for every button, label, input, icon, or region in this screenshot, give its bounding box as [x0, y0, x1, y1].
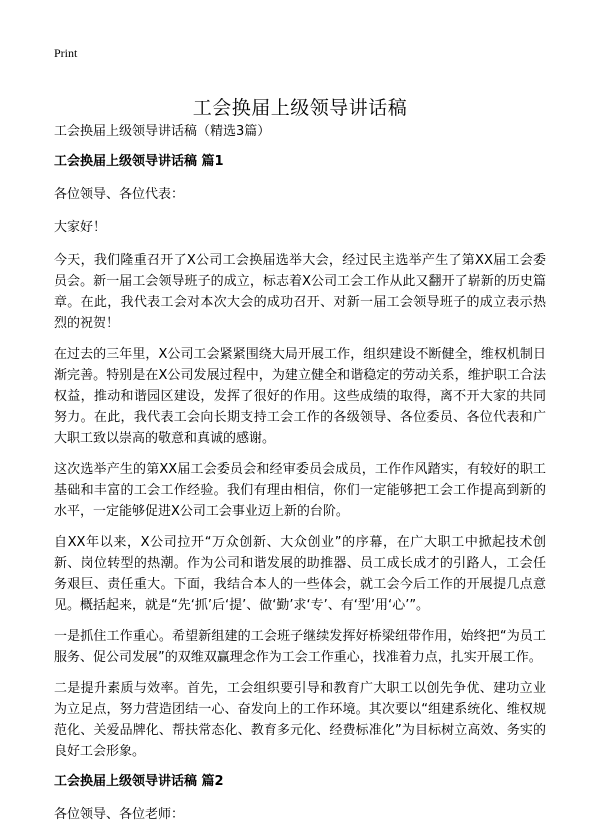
document-body — [54, 122, 546, 837]
salutation: 各位领导、各位老师： — [54, 807, 185, 822]
body-paragraph: 在过去的三年里，X公司工会紧紧围绕大局开展工作，组织建设不断健全，维权机制日渐完善。特别是在X公司发展过程中，为建立健全和谐稳定的劳动关系，维护职工合法权益，推动和谐园区建设，发挥了很好的作用。这些成绩的取得，离不开大家的共同努力。在此，我代表工会向长期支持工会工作的各级领导、各位委员、各位代表和广大职工致以崇高的敬意和真诚的感谢。 — [54, 347, 546, 446]
section-heading-1: 工会换届上级领导讲话稿 篇1 — [54, 154, 224, 169]
salutation: 各位领导、各位代表： — [54, 187, 185, 202]
body-paragraph: 这次选举产生的第XX届工会委员会和经审委员会成员，工作作风踏实，有较好的职工基础和丰富的工会工作经验。我们有理由相信，你们一定能够把工会工作提高到新的水平，一定能够促进X公司工会事业迈上新的台阶。 — [54, 462, 546, 519]
print-link[interactable]: Print — [54, 46, 78, 60]
document-title: 工会换届上级领导讲话稿 — [192, 96, 408, 119]
body-paragraph: 二是提升素质与效率。首先，工会组织要引导和教育广大职工以创先争优、建功立业为立足点，努力营造团结一心、奋发向上的工作环境。其次要以“组建系统化、维权规范化、关爱品牌化、帮扶常态化、教育多元化、经费标准化”为目标树立高效、务实的良好工会形象。 — [54, 681, 546, 759]
greeting: 大家好！ — [54, 220, 107, 235]
body-paragraph: 今天，我们隆重召开了X公司工会换届选举大会，经过民主选举产生了第XX届工会委员会。新一届工会领导班子的成立，标志着X公司工会工作从此又翻开了崭新的历史篇章。在此，我代表工会对本次大会的成功召开、对新一届工会领导班子的成立表示热烈的祝贺！ — [54, 253, 546, 331]
body-paragraph: 自XX年以来，X公司拉开“万众创新、大众创业”的序幕，在广大职工中掀起技术创新、岗位转型的热潮。作为公司和谐发展的助推器、员工成长成才的引路人，工会任务艰巨、责任重大。下面，我结合本人的一些体会，就工会今后工作的开展提几点意见。概括起来，就是“先‘抓’后‘提’、做‘勤’求‘专’、有‘型’用‘心’”。 — [54, 535, 546, 613]
section-heading-2: 工会换届上级领导讲话稿 篇2 — [54, 774, 224, 789]
document-subtitle: 工会换届上级领导讲话稿（精选3篇） — [54, 124, 271, 139]
body-paragraph: 一是抓住工作重心。希望新组建的工会班子继续发挥好桥梁纽带作用，始终把“为员工服务、促公司发展”的双维双赢理念作为工会工作重心，找准着力点，扎实开展工作。 — [54, 629, 546, 665]
